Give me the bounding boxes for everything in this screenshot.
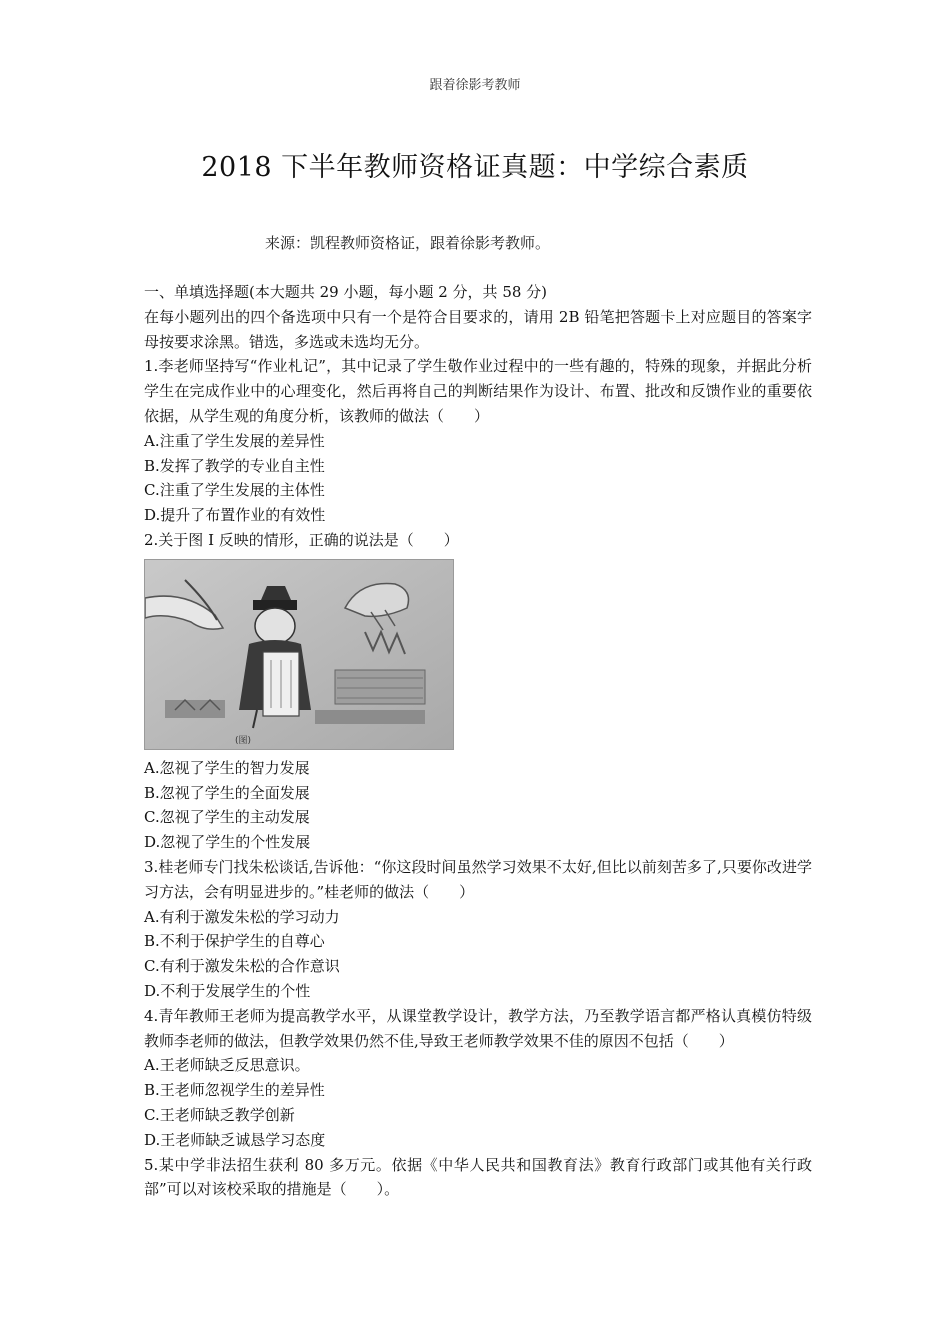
question-4-option-a: A.王老师缺乏反思意识。: [144, 1056, 310, 1075]
section-heading: 一、单填选择题(本大题共 29 小题，每小题 2 分，共 58 分): [144, 283, 548, 301]
question-2-option-b: B.忽视了学生的全面发展: [144, 783, 310, 802]
cartoon-illustration: [145, 560, 453, 749]
question-1-option-d: D.提升了布置作业的有效性: [144, 506, 326, 525]
question-3-option-c: C.有利于激发朱松的合作意识: [144, 957, 340, 976]
question-3-option-b: B.不利于保护学生的自尊心: [144, 932, 325, 951]
question-2-cartoon-figure: [144, 559, 454, 750]
question-2-stem: 2.关于图 I 反映的情形，正确的说法是（ ）: [144, 530, 459, 549]
question-1-option-b: B.发挥了教学的专业自主性: [144, 456, 325, 475]
question-3-option-d: D.不利于发展学生的个性: [144, 981, 311, 1000]
figure-caption: (图): [235, 735, 252, 746]
document-body: [144, 280, 812, 1202]
question-2-option-c: C.忽视了学生的主动发展: [144, 808, 310, 827]
instructions-paragraph: 在每小题列出的四个备选项中只有一个是符合目要求的，请用 2B 铅笔把答题卡上对应题目的答案字母按要求涂黑。错选，多选或未选均无分。: [144, 307, 812, 351]
question-4-option-d: D.王老师缺乏诚恳学习态度: [144, 1130, 326, 1149]
question-4-option-b: B.王老师忽视学生的差异性: [144, 1081, 325, 1100]
question-4-option-c: C.王老师缺乏教学创新: [144, 1105, 295, 1124]
question-2-option-d: D.忽视了学生的个性发展: [144, 833, 311, 852]
page-header-note: 跟着徐影考教师: [429, 78, 521, 93]
question-1-option-c: C.注重了学生发展的主体性: [144, 481, 325, 500]
question-1-option-a: A.注重了学生发展的差异性: [144, 431, 325, 450]
question-2-option-a: A.忽视了学生的智力发展: [144, 758, 310, 777]
question-3-stem: 3.桂老师专门找朱松谈话,告诉他：“你这段时间虽然学习效果不太好,但比以前刻苦多了,只要你改进学习方法，会有明显进步的。”桂老师的做法（ ）: [144, 857, 812, 901]
question-3-option-a: A.有利于激发朱松的学习动力: [144, 907, 340, 926]
document-title: 2018 下半年教师资格证真题：中学综合素质: [201, 152, 749, 183]
question-4-stem: 4.青年教师王老师为提高教学水平，从课堂教学设计，教学方法，乃至教学语言都严格认真模仿特级教师李老师的做法，但教学效果仍然不佳,导致王老师教学效果不佳的原因不包括（ ）: [144, 1006, 812, 1050]
source-line: 来源：凯程教师资格证，跟着徐影考教师。: [265, 234, 551, 252]
question-5-stem: 5.某中学非法招生获利 80 多万元。依据《中华人民共和国教育法》教育行政部门或其他有关行政部”可以对该校采取的措施是（ ）。: [144, 1155, 812, 1199]
question-1-stem: 1.李老师坚持写“作业札记”，其中记录了学生敬作业过程中的一些有趣的，特殊的现象，并据此分析学生在完成作业中的心理变化，然后再将自己的判断结果作为设计、布置、批改和反馈作业的重要依依据，从学生观的角度分析，该教师的做法（ ）: [144, 357, 812, 425]
